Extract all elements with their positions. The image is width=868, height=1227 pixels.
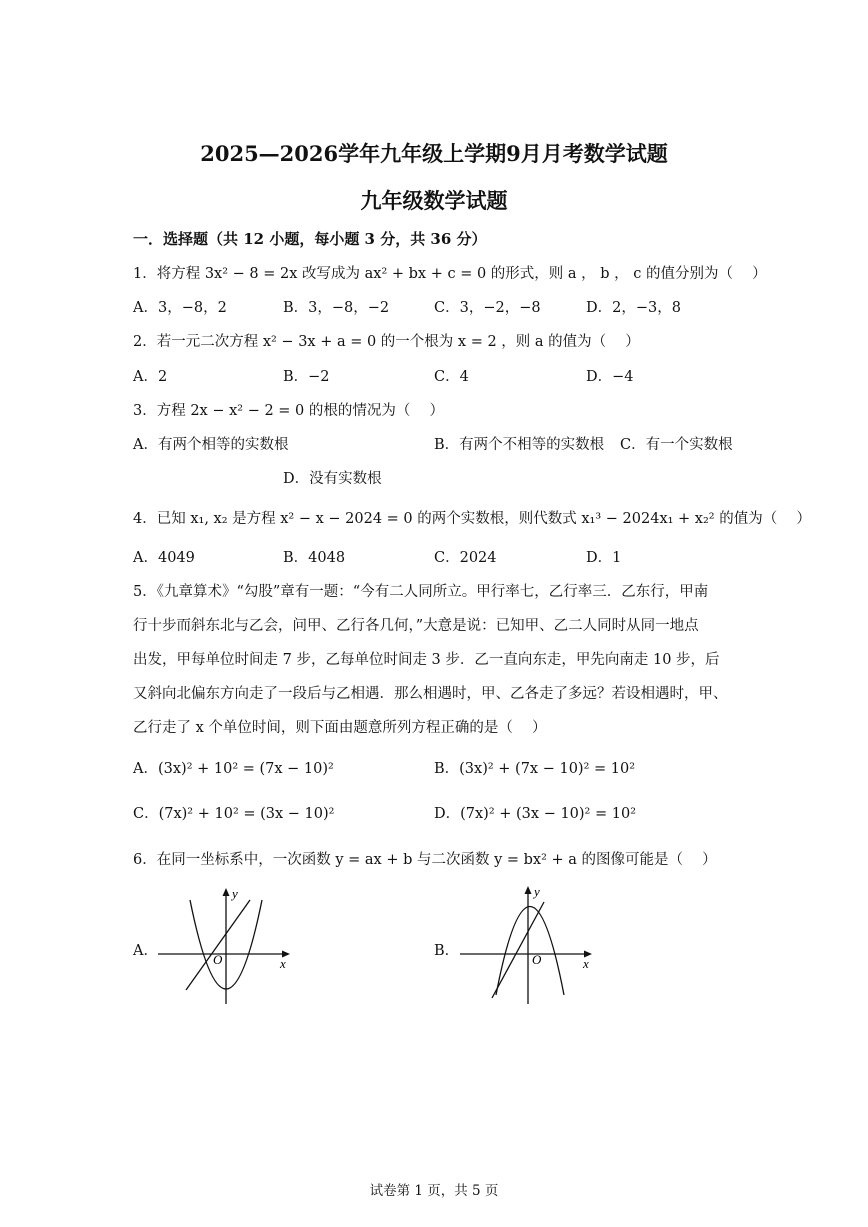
q2-option-d: D．−4 [586, 369, 634, 385]
q1-option-b: B．3，−8，−2 [283, 300, 390, 316]
page-title: 2025—2026学年九年级上学期9月月考数学试题 [200, 141, 668, 166]
y-axis-arrow [525, 886, 532, 894]
q2-option-a: A．2 [133, 369, 168, 385]
question-3-stem: 3．方程 2x − x² − 2 = 0 的根的情况为（ ） [133, 403, 444, 419]
section-heading: 一．选择题（共 12 小题，每小题 3 分，共 36 分） [133, 230, 487, 248]
question-1-stem: 1．将方程 3x² − 8 = 2x 改写成为 ax² + bx + c = 0 的形式，则 a ， b ， c 的值分别为（ ） [133, 266, 767, 282]
q6-graph-b [452, 880, 602, 1010]
q1-option-c: C．3，−2，−8 [434, 300, 541, 316]
y-axis-label: y [534, 884, 540, 899]
x-axis-label: x [583, 956, 589, 971]
q6-graph-a [150, 880, 300, 1010]
q2-option-b: B．−2 [283, 369, 330, 385]
x-axis-label: x [280, 956, 286, 971]
question-6-stem: 6．在同一坐标系中，一次函数 y = ax + b 与二次函数 y = bx² + a 的图像可能是（ ） [133, 852, 717, 868]
q5-option-a: A．(3x)² + 10² = (7x − 10)² [133, 761, 334, 777]
question-5-line-4: 又斜向北偏东方向走了一段后与乙相遇．那么相遇时，甲、乙各走了多远？若设相遇时，甲、 [133, 686, 728, 702]
q1-option-a: A．3，−8，2 [133, 300, 227, 316]
question-5-line-5: 乙行走了 x 个单位时间，则下面由题意所列方程正确的是（ ） [133, 720, 547, 736]
q1-option-d: D．2，−3，8 [586, 300, 681, 316]
q3-option-a: A．有两个相等的实数根 [133, 437, 289, 453]
page-footer: 试卷第 1 页，共 5 页 [369, 1183, 499, 1199]
linear-line [186, 900, 250, 990]
q5-option-c: C．(7x)² + 10² = (3x − 10)² [133, 806, 335, 822]
origin-label: O [532, 952, 542, 967]
question-2-stem: 2．若一元二次方程 x² − 3x + a = 0 的一个根为 x = 2 ，则 a 的值为（ ） [133, 334, 640, 350]
q4-option-d: D．1 [586, 550, 622, 566]
q6-option-b: B． [434, 943, 460, 959]
page-subtitle: 九年级数学试题 [360, 188, 508, 213]
origin-label: O [213, 952, 223, 967]
question-5-line-2: 行十步而斜东北与乙会，问甲、乙行各几何，”大意是说：已知甲、乙二人同时从同一地点 [133, 618, 699, 634]
question-5-line-1: 5．《九章算术》“勾股”章有一题：“今有二人同所立。甲行率七，乙行率三．乙东行，甲南 [133, 584, 709, 600]
q5-option-d: D．(7x)² + (3x − 10)² = 10² [434, 806, 637, 822]
y-axis-arrow [223, 888, 230, 896]
question-5-line-3: 出发，甲每单位时间走 7 步，乙每单位时间走 3 步．乙一直向东走，甲先向南走 10 步，后 [133, 652, 720, 668]
q4-option-c: C．2024 [434, 550, 497, 566]
q4-option-a: A．4049 [133, 550, 195, 566]
parabola-curve [496, 907, 564, 996]
question-4-stem: 4．已知 x₁, x₂ 是方程 x² − x − 2024 = 0 的两个实数根，则代数式 x₁³ − 2024x₁ + x₂² 的值为（ ） [133, 511, 811, 527]
q2-option-c: C．4 [434, 369, 469, 385]
q3-option-c: C．有一个实数根 [620, 437, 733, 453]
q4-option-b: B．4048 [283, 550, 346, 566]
q6-option-a: A． [133, 943, 158, 959]
y-axis-label: y [232, 886, 238, 901]
q3-option-d: D．没有实数根 [283, 471, 382, 487]
q3-option-b: B．有两个不相等的实数根 [434, 437, 605, 453]
q5-option-b: B．(3x)² + (7x − 10)² = 10² [434, 761, 636, 777]
